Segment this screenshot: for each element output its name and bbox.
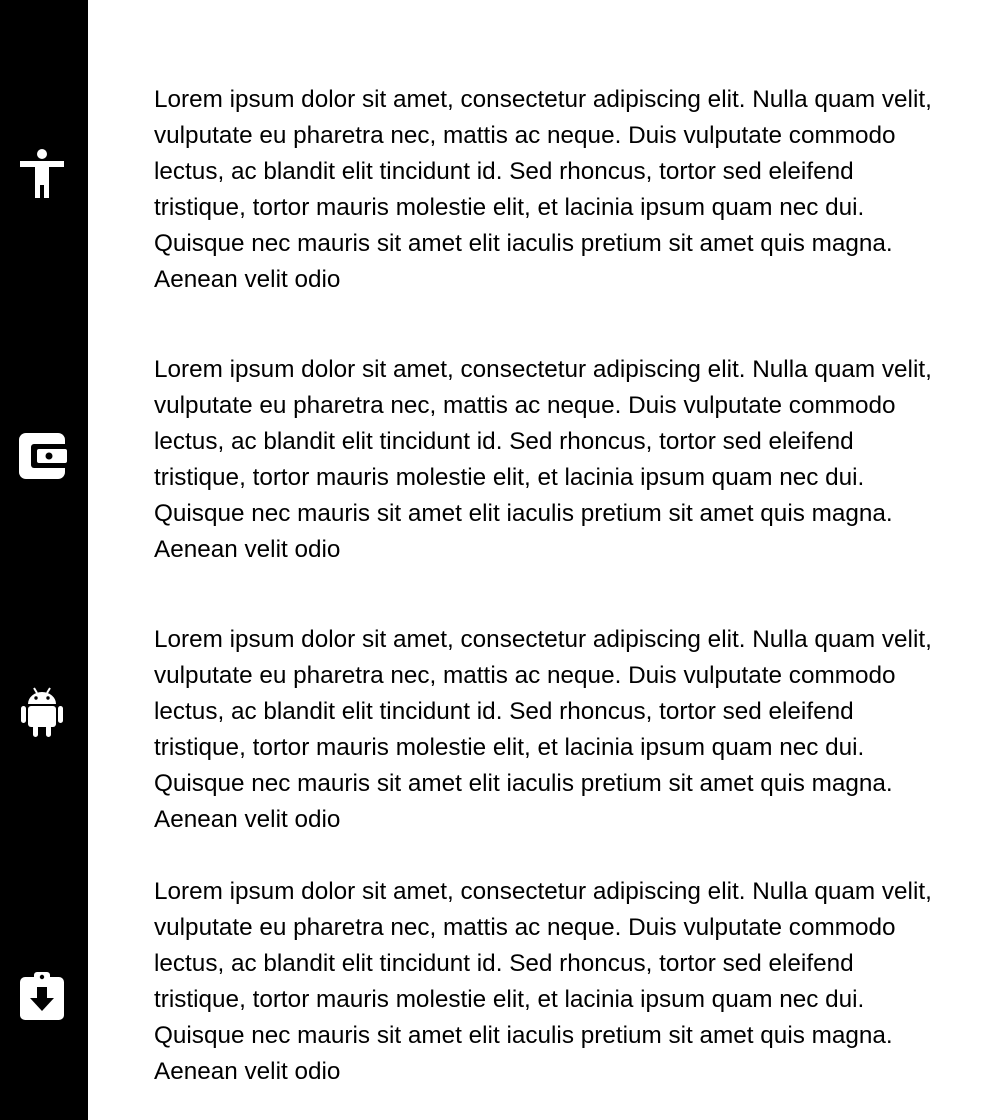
text-panel: Lorem ipsum dolor sit amet, consectetur adipiscing elit. Nulla quam velit, vulputate eu pharetra nec, mattis ac neque. Duis vulputate commodo lectus, ac blandit elit tincidunt id. Sed rhoncus, tortor sed eleifend tristique, tortor mauris molestie elit, et lacinia ipsum quam nec dui. Quisque nec mauris sit amet elit iaculis pretium sit amet quis magna. Aenean velit odio [154,626,932,833]
text-panel: Lorem ipsum dolor sit amet, consectetur adipiscing elit. Nulla quam velit, vulputate eu pharetra nec, mattis ac neque. Duis vulputate commodo lectus, ac blandit elit tincidunt id. Sed rhoncus, tortor sed eleifend tristique, tortor mauris molestie elit, et lacinia ipsum quam nec dui. Quisque nec mauris sit amet elit iaculis pretium sit amet quis magna. Aenean velit odio [154,878,932,1085]
wallet-icon[interactable] [16,430,68,482]
sidebar [0,0,88,1120]
text-panel: Lorem ipsum dolor sit amet, consectetur adipiscing elit. Nulla quam velit, vulputate eu pharetra nec, mattis ac neque. Duis vulputate commodo lectus, ac blandit elit tincidunt id. Sed rhoncus, tortor sed eleifend tristique, tortor mauris molestie elit, et lacinia ipsum quam nec dui. Quisque nec mauris sit amet elit iaculis pretium sit amet quis magna. Aenean velit odio [154,86,932,293]
clipboard-download-icon[interactable] [16,970,68,1022]
accessibility-icon[interactable] [16,148,68,200]
text-panel: Lorem ipsum dolor sit amet, consectetur adipiscing elit. Nulla quam velit, vulputate eu pharetra nec, mattis ac neque. Duis vulputate commodo lectus, ac blandit elit tincidunt id. Sed rhoncus, tortor sed eleifend tristique, tortor mauris molestie elit, et lacinia ipsum quam nec dui. Quisque nec mauris sit amet elit iaculis pretium sit amet quis magna. Aenean velit odio [154,356,932,563]
android-icon[interactable] [16,687,68,739]
